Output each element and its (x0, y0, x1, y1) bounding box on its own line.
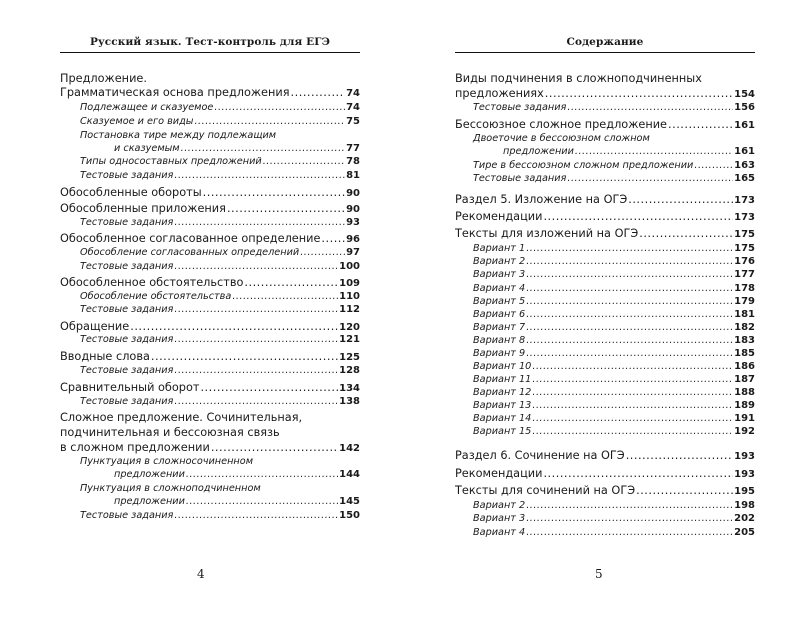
toc-entry[interactable] (80, 156, 360, 167)
toc-entry-title: Вводные слова (60, 350, 150, 363)
dot-leader (174, 170, 345, 181)
toc-entry-title: Вариант 6 (473, 309, 526, 320)
toc-entry-title: Подлежащее и сказуемое (80, 102, 214, 113)
toc-entry-page: 97 (346, 247, 360, 258)
toc-entry-title: Вариант 9 (473, 348, 526, 359)
dot-leader (532, 400, 733, 411)
dot-leader (174, 396, 338, 407)
dot-leader (174, 510, 338, 521)
toc-entry[interactable] (473, 400, 755, 411)
toc-entry-title: предложении (503, 146, 574, 157)
dot-leader (174, 261, 338, 272)
dot-leader (214, 102, 345, 113)
toc-entry[interactable] (114, 496, 360, 507)
toc-entry-page: 175 (734, 243, 755, 254)
toc-entry-page: 96 (346, 234, 360, 245)
page-number: 4 (197, 567, 205, 581)
toc-entry-page: 191 (734, 413, 755, 424)
header-rule (455, 52, 755, 53)
toc-entry[interactable] (473, 527, 755, 538)
dot-leader (694, 160, 733, 171)
toc-entry-page: 165 (734, 173, 755, 184)
dot-leader (628, 193, 733, 206)
toc-entry[interactable] (473, 361, 755, 372)
toc-entry-title: Тестовые задания (80, 365, 174, 376)
toc-entry-title: Вариант 2 (473, 256, 526, 267)
toc-entry[interactable] (473, 173, 755, 184)
dot-leader (211, 441, 338, 454)
toc-entry-title: Сказуемое и его виды (80, 116, 194, 127)
toc-entry-title: Вариант 13 (473, 400, 532, 411)
toc-entry-page: 183 (734, 335, 755, 346)
toc-entry[interactable] (60, 276, 360, 289)
toc-entry-page: 176 (734, 256, 755, 267)
toc-entry-title: Вариант 5 (473, 296, 526, 307)
toc-entry-title: в сложном предложении (60, 441, 210, 454)
toc-entry-title: Вариант 2 (473, 500, 526, 511)
dot-leader (227, 202, 345, 215)
dot-leader (532, 413, 733, 424)
toc-entry[interactable] (455, 484, 755, 497)
header-rule (60, 52, 360, 53)
toc-entry[interactable] (80, 365, 360, 376)
toc-entry[interactable] (455, 467, 755, 480)
toc-entry-page: 193 (734, 469, 755, 480)
toc-entry-page: 178 (734, 283, 755, 294)
toc-entry-title: Обособление обстоятельства (80, 291, 232, 302)
toc-entry-page: 121 (339, 334, 360, 345)
dot-leader (244, 276, 338, 289)
dot-leader (526, 269, 733, 280)
toc-heading-line: Предложение. (60, 72, 147, 85)
dot-leader (543, 467, 733, 480)
running-head: Содержание (566, 36, 644, 48)
toc-entry-page: 90 (346, 204, 360, 215)
toc-heading-line: Виды подчинения в сложноподчиненных (455, 72, 702, 85)
toc-entry[interactable] (473, 322, 755, 333)
toc-entry-title: Вариант 12 (473, 387, 532, 398)
toc-entry-title: Тестовые задания (473, 102, 567, 113)
toc-entry-title: Рекомендации (455, 467, 543, 480)
toc-entry-page: 90 (346, 188, 360, 199)
toc-entry[interactable] (455, 227, 755, 240)
dot-leader (567, 102, 733, 113)
toc-entry-title: Обособление согласованных определений (80, 247, 300, 258)
toc-entry-page: 93 (346, 217, 360, 228)
dot-leader (532, 426, 733, 437)
toc-entry[interactable] (473, 296, 755, 307)
toc-entry-title: Обособленное согласованное определение (60, 232, 321, 245)
toc-entry-page: 120 (339, 322, 360, 333)
toc-entry-title: Вариант 8 (473, 335, 526, 346)
dot-leader (526, 309, 733, 320)
toc-entry-title: Тестовые задания (80, 261, 174, 272)
toc-entry[interactable] (473, 348, 755, 359)
dot-leader (186, 496, 338, 507)
toc-heading-line: подчинительная и бессоюзная связь (60, 426, 280, 439)
toc-entry[interactable] (473, 309, 755, 320)
toc-entry-title: Тестовые задания (80, 510, 174, 521)
toc-entry-title: Вариант 1 (473, 243, 526, 254)
toc-entry[interactable] (473, 500, 755, 511)
dot-leader (532, 387, 733, 398)
dot-leader (194, 116, 345, 127)
toc-entry-title: Вариант 4 (473, 527, 526, 538)
toc-entry-page: 163 (734, 160, 755, 171)
right-page (455, 0, 755, 624)
toc-entry-page: 150 (339, 510, 360, 521)
dot-leader (203, 186, 345, 199)
toc-entry-title: Раздел 5. Изложение на ОГЭ (455, 193, 628, 206)
dot-leader (545, 87, 733, 100)
toc-entry-page: 125 (339, 352, 360, 363)
toc-entry-title: Грамматическая основа предложения (60, 86, 290, 99)
toc-entry[interactable] (473, 513, 755, 524)
toc-entry-page: 187 (734, 374, 755, 385)
dot-leader (532, 374, 733, 385)
dot-leader (526, 283, 733, 294)
toc-entry-page: 173 (734, 195, 755, 206)
toc-entry-page: 185 (734, 348, 755, 359)
dot-leader (532, 361, 733, 372)
toc-entry[interactable] (80, 334, 360, 345)
toc-entry-title: Раздел 6. Сочинение на ОГЭ (455, 449, 625, 462)
toc-entry-page: 193 (734, 451, 755, 462)
toc-entry-title: Вариант 4 (473, 283, 526, 294)
dot-leader (174, 304, 338, 315)
dot-leader (526, 243, 733, 254)
toc-entry-title: Обособленные обороты (60, 186, 202, 199)
toc-entry[interactable] (455, 118, 755, 131)
toc-entry-page: 189 (734, 400, 755, 411)
toc-entry[interactable] (60, 441, 360, 454)
toc-entry-page: 128 (339, 365, 360, 376)
toc-entry-page: 173 (734, 212, 755, 223)
toc-entry-title: предложениях (455, 87, 544, 100)
toc-entry-page: 145 (339, 496, 360, 507)
toc-entry[interactable] (60, 86, 360, 99)
toc-entry-page: 161 (734, 120, 755, 131)
toc-entry[interactable] (473, 269, 755, 280)
dot-leader (668, 118, 733, 131)
toc-entry-page: 77 (346, 143, 360, 154)
toc-entry-title: Обособленные приложения (60, 202, 226, 215)
toc-entry-page: 181 (734, 309, 755, 320)
toc-entry[interactable] (80, 291, 360, 302)
toc-heading-line: Постановка тире между подлежащим (80, 130, 277, 141)
toc-entry[interactable] (80, 102, 360, 113)
dot-leader (130, 320, 338, 333)
toc-entry[interactable] (473, 335, 755, 346)
toc-entry[interactable] (60, 232, 360, 245)
toc-entry-title: Вариант 11 (473, 374, 532, 385)
toc-entry-title: Обращение (60, 320, 130, 333)
toc-entry-title: Тире в бессоюзном сложном предложении (473, 160, 694, 171)
dot-leader (151, 350, 338, 363)
dot-leader (200, 381, 338, 394)
toc-entry[interactable] (60, 320, 360, 333)
toc-section-entry[interactable] (455, 449, 755, 462)
toc-entry-page: 175 (734, 229, 755, 240)
toc-entry-page: 154 (734, 89, 755, 100)
toc-entry-title: Вариант 10 (473, 361, 532, 372)
dot-leader (291, 86, 346, 99)
dot-leader (174, 365, 338, 376)
dot-leader (174, 217, 345, 228)
toc-entry-title: Обособленное обстоятельство (60, 276, 244, 289)
toc-entry[interactable] (455, 87, 755, 100)
toc-entry[interactable] (473, 256, 755, 267)
toc-entry-page: 179 (734, 296, 755, 307)
toc-entry[interactable] (80, 116, 360, 127)
toc-entry-title: Вариант 3 (473, 513, 526, 524)
toc-entry[interactable] (60, 202, 360, 215)
toc-entry[interactable] (114, 469, 360, 480)
toc-entry-title: Вариант 3 (473, 269, 526, 280)
toc-entry-title: Типы односоставных предложений (80, 156, 262, 167)
toc-heading-line: Пунктуация в сложноподчиненном (80, 483, 261, 494)
toc-entry-title: Бессоюзное сложное предложение (455, 118, 668, 131)
toc-entry-title: Тестовые задания (80, 396, 174, 407)
toc-entry[interactable] (473, 387, 755, 398)
toc-entry-title: Сравнительный оборот (60, 381, 200, 394)
running-head: Русский язык. Тест-контроль для ЕГЭ (89, 36, 331, 48)
toc-entry-page: 142 (339, 443, 360, 454)
toc-entry[interactable] (60, 350, 360, 363)
toc-entry-page: 177 (734, 269, 755, 280)
dot-leader (232, 291, 338, 302)
dot-leader (526, 335, 733, 346)
toc-entry-page: 74 (346, 102, 360, 113)
toc-entry[interactable] (80, 261, 360, 272)
toc-entry[interactable] (80, 247, 360, 258)
dot-leader (639, 227, 733, 240)
toc-entry-title: Тестовые задания (80, 304, 174, 315)
toc-entry-title: и сказуемым (114, 143, 180, 154)
dot-leader (526, 527, 733, 538)
dot-leader (526, 296, 733, 307)
dot-leader (526, 513, 733, 524)
toc-entry-page: 109 (339, 278, 360, 289)
dot-leader (181, 143, 345, 154)
toc-entry[interactable] (455, 210, 755, 223)
toc-entry[interactable] (80, 217, 360, 228)
dot-leader (174, 334, 338, 345)
toc-entry-title: Тестовые задания (80, 170, 174, 181)
toc-entry-title: Тестовые задания (80, 334, 174, 345)
toc-entry-page: 192 (734, 426, 755, 437)
left-page (60, 0, 360, 624)
toc-entry[interactable] (80, 304, 360, 315)
toc-entry[interactable] (473, 243, 755, 254)
toc-entry-title: Тексты для изложений на ОГЭ (455, 227, 639, 240)
toc-entry[interactable] (503, 146, 755, 157)
dot-leader (567, 173, 733, 184)
toc-entry-page: 182 (734, 322, 755, 333)
toc-entry-page: 186 (734, 361, 755, 372)
toc-entry-title: Рекомендации (455, 210, 543, 223)
toc-entry-page: 78 (346, 156, 360, 167)
dot-leader (636, 484, 733, 497)
dot-leader (543, 210, 733, 223)
dot-leader (526, 256, 733, 267)
toc-heading-line: Пунктуация в сложносочиненном (80, 456, 254, 467)
toc-entry-title: Вариант 14 (473, 413, 532, 424)
toc-entry[interactable] (473, 283, 755, 294)
toc-entry-page: 198 (734, 500, 755, 511)
toc-entry-page: 110 (339, 291, 360, 302)
toc-entry-page: 74 (346, 88, 360, 99)
toc-entry-title: предложении (114, 469, 185, 480)
toc-entry[interactable] (473, 160, 755, 171)
toc-entry-title: Тестовые задания (80, 217, 174, 228)
toc-entry-page: 144 (339, 469, 360, 480)
toc-entry-title: Вариант 15 (473, 426, 532, 437)
toc-entry-page: 161 (734, 146, 755, 157)
toc-heading-line: Сложное предложение. Сочинительная, (60, 411, 303, 424)
toc-entry[interactable] (473, 413, 755, 424)
toc-entry-page: 202 (734, 513, 755, 524)
toc-entry-page: 205 (734, 527, 755, 538)
dot-leader (186, 469, 338, 480)
dot-leader (263, 156, 345, 167)
dot-leader (626, 449, 733, 462)
toc-entry-title: предложении (114, 496, 185, 507)
toc-entry[interactable] (114, 143, 360, 154)
toc-entry-page: 134 (339, 383, 360, 394)
dot-leader (321, 232, 345, 245)
toc-entry[interactable] (80, 396, 360, 407)
toc-entry[interactable] (60, 186, 360, 199)
toc-entry-page: 112 (339, 304, 360, 315)
toc-entry-title: Тексты для сочинений на ОГЭ (455, 484, 636, 497)
dot-leader (526, 500, 733, 511)
dot-leader (300, 247, 345, 258)
toc-entry-title: Тестовые задания (473, 173, 567, 184)
toc-entry-page: 100 (339, 261, 360, 272)
toc-entry-page: 138 (339, 396, 360, 407)
page-number: 5 (595, 567, 603, 581)
toc-entry-page: 75 (346, 116, 360, 127)
toc-entry[interactable] (473, 102, 755, 113)
toc-heading-line: Двоеточие в бессоюзном сложном (473, 133, 650, 144)
toc-entry[interactable] (80, 170, 360, 181)
dot-leader (526, 322, 733, 333)
toc-entry-title: Вариант 7 (473, 322, 526, 333)
toc-entry-page: 195 (734, 486, 755, 497)
toc-entry[interactable] (80, 510, 360, 521)
toc-entry-page: 188 (734, 387, 755, 398)
toc-entry[interactable] (473, 426, 755, 437)
toc-section-entry[interactable] (455, 193, 755, 206)
toc-entry[interactable] (60, 381, 360, 394)
dot-leader (575, 146, 733, 157)
dot-leader (526, 348, 733, 359)
toc-entry-page: 81 (346, 170, 360, 181)
toc-entry[interactable] (473, 374, 755, 385)
toc-entry-page: 156 (734, 102, 755, 113)
